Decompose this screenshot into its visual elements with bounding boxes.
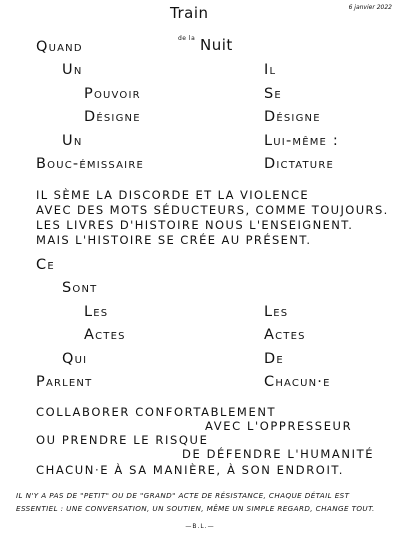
poem2-left-line: Sont	[62, 280, 98, 296]
collaborer-line: COLLABORER CONFORTABLEMENT	[36, 405, 277, 419]
footnote-line: ESSENTIEL : UNE CONVERSATION, UN SOUTIEN, MÊME UN SIMPLE REGARD, CHANGE TOUT.	[16, 504, 375, 513]
poem-left-line: Quand	[36, 39, 83, 55]
poem2-right-line: De	[264, 351, 284, 367]
collaborer-line: CHACUN·E À SA MANIÈRE, À SON ENDROIT.	[36, 463, 344, 477]
poem-right-line: Lui-même :	[264, 133, 339, 149]
poem-right-line: Se	[264, 86, 282, 102]
date-label: 6 janvier 2022	[348, 4, 392, 11]
collaborer-line: OU PRENDRE LE RISQUE	[36, 433, 209, 447]
poem-left-line: Pouvoir	[84, 86, 141, 102]
poem2-right-line: Actes	[264, 327, 306, 343]
poem-left-line: Bouc-émissaire	[36, 156, 144, 172]
poem-left-line: Désigne	[84, 109, 141, 125]
paragraph-line: IL SÈME LA DISCORDE ET LA VIOLENCE	[36, 188, 310, 202]
poem2-left-line: Qui	[62, 351, 88, 367]
signature: —B.L.—	[185, 523, 215, 530]
poem2-left-line: Actes	[84, 327, 126, 343]
poem-right-line: Il	[264, 62, 277, 78]
collaborer-line: AVEC L'OPPRESSEUR	[205, 419, 353, 433]
paragraph-line: MAIS L'HISTOIRE SE CRÉE AU PRÉSENT.	[36, 233, 312, 247]
poem2-left-line: Les	[84, 304, 109, 320]
title-part-train: Train	[170, 4, 209, 22]
poem2-left-line: Parlent	[36, 374, 93, 390]
collaborer-line: DE DÉFENDRE L'HUMANITÉ	[182, 447, 375, 461]
poem2-right-line: Les	[264, 304, 289, 320]
poem2-right-line: Chacun·e	[264, 374, 331, 390]
footnote-line: IL N'Y A PAS DE "PETIT" OU DE "GRAND" ACTE DE RÉSISTANCE, CHAQUE DÉTAIL EST	[16, 491, 350, 500]
paragraph-line: AVEC DES MOTS SÉDUCTEURS, COMME TOUJOURS.	[36, 203, 389, 217]
title-part-nuit: Nuit	[200, 36, 233, 54]
poem2-left-line: Ce	[36, 257, 55, 273]
poem-left-line: Un	[62, 62, 83, 78]
paragraph-line: LES LIVRES D'HISTOIRE NOUS L'ENSEIGNENT.	[36, 218, 354, 232]
title-part-de-la: de la	[178, 35, 196, 42]
poem-left-line: Un	[62, 133, 83, 149]
poem-right-line: Désigne	[264, 109, 321, 125]
poem-right-line: Dictature	[264, 156, 334, 172]
